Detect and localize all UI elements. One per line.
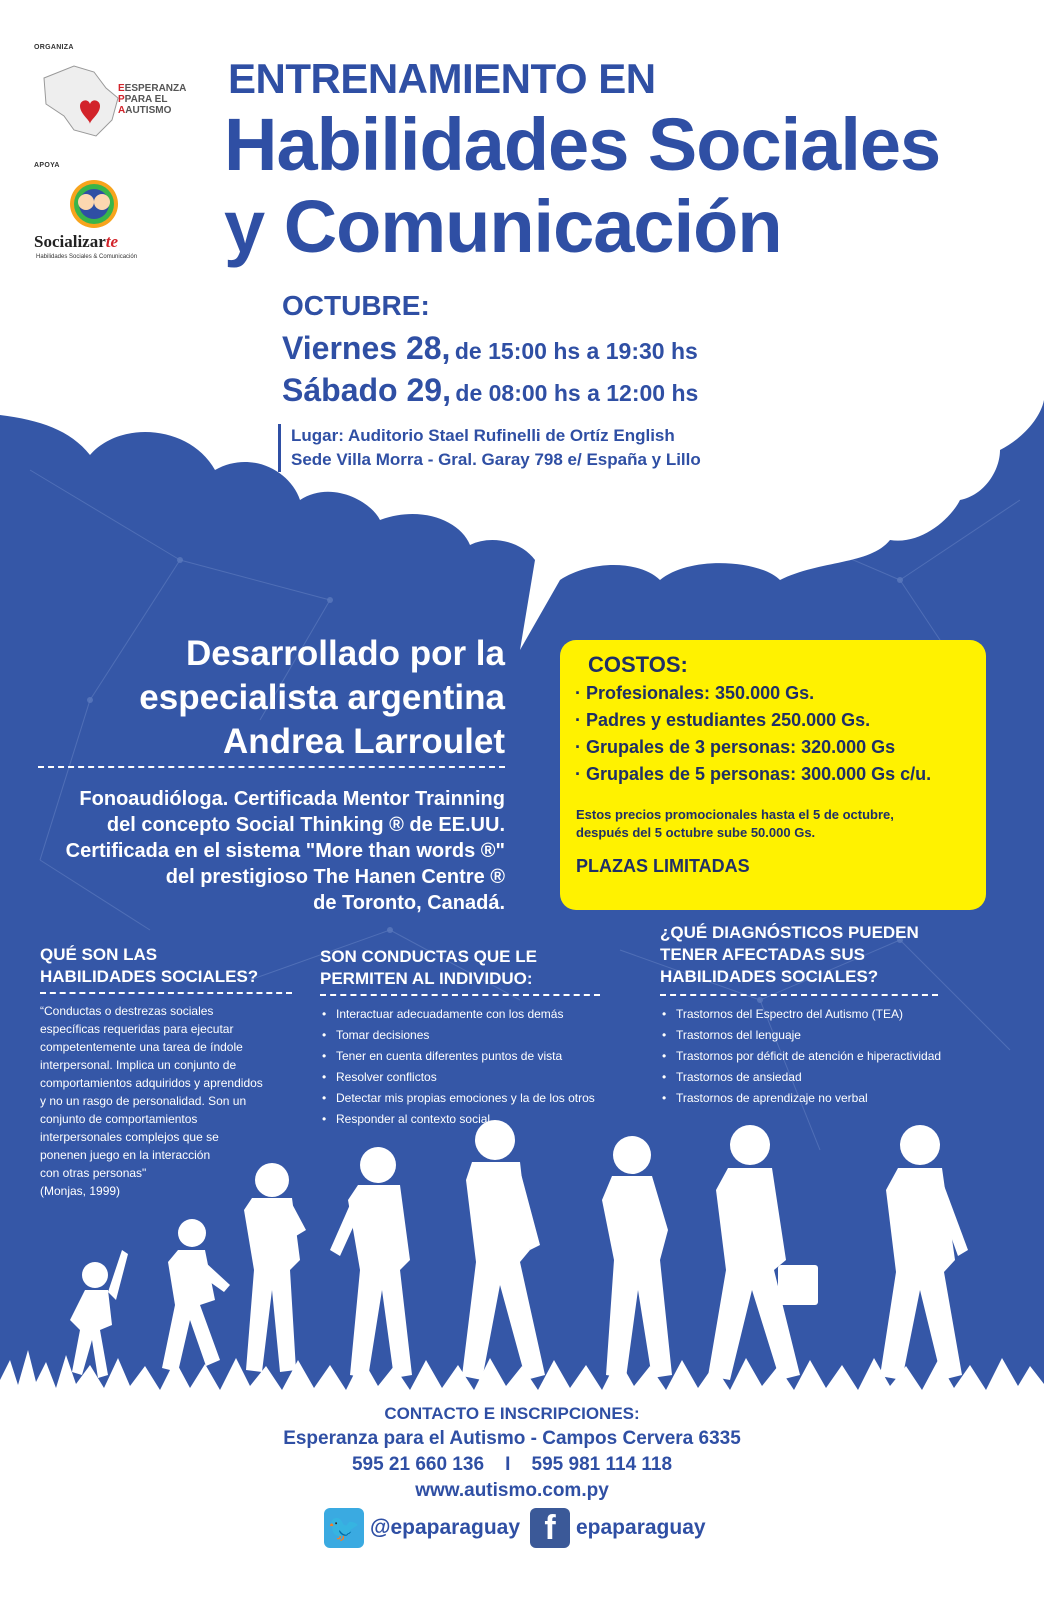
cost-item: · Profesionales: 350.000 Gs. [575, 683, 815, 703]
diagnoses-title-line2: TENER AFECTADAS SUS [660, 945, 865, 964]
list-item: • Trastornos de aprendizaje no verbal [662, 1088, 941, 1109]
developer-line3: Andrea Larroulet [223, 722, 505, 761]
costs-note [576, 806, 894, 842]
what-title [40, 944, 258, 988]
header-line2: Habilidades Sociales [224, 103, 941, 186]
what-body-line: ponenen juego en la interacción [40, 1148, 211, 1162]
diagnoses-list [662, 1004, 941, 1109]
what-body-line: competentemente una tarea de índole [40, 1040, 243, 1054]
bio-line5: de Toronto, Canadá. [313, 892, 505, 914]
developer-line2: especialista argentina [139, 678, 505, 717]
twitter-icon[interactable]: 🐦 [324, 1508, 364, 1548]
what-body-line: conjunto de comportamientos [40, 1112, 198, 1126]
what-body-line: interpersonal. Implica un conjunto de [40, 1058, 237, 1072]
contact-title: CONTACTO E INSCRIPCIONES: [384, 1404, 640, 1423]
socializarte-logo-icon [64, 178, 124, 230]
paraguay-map-icon [34, 58, 124, 140]
epa-line1: ESPERANZA [124, 83, 187, 94]
diagnoses-divider [660, 994, 938, 996]
costs-list [575, 680, 931, 788]
what-title-line2: HABILIDADES SOCIALES? [40, 967, 259, 986]
costs-note-line1: Estos precios promocionales hasta el 5 de octubre, [576, 807, 894, 822]
socializarte-subtitle: Habilidades Sociales & Comunicación [36, 254, 138, 260]
plazas-limitadas: PLAZAS LIMITADAS [576, 856, 750, 876]
conducts-title [320, 946, 537, 990]
contact-phones: 595 21 660 136 I 595 981 114 118 [351, 1454, 673, 1475]
day2-time: de 08:00 hs a 12:00 hs [455, 380, 699, 406]
conducts-list [322, 1004, 595, 1130]
schedule-day1 [282, 330, 698, 367]
list-item: • Trastornos del Espectro del Autismo (TEA) [662, 1004, 941, 1025]
epa-line2: PARA EL [124, 94, 168, 105]
conducts-title-line1: SON CONDUCTAS QUE LE [320, 947, 537, 966]
bio-line1: Fonoaudióloga. Certificada Mentor Trainning [79, 788, 505, 810]
diagnoses-title-line3: HABILIDADES SOCIALES? [660, 967, 879, 986]
costs-title: COSTOS: [588, 652, 688, 677]
header-line3: y Comunicación [224, 185, 782, 268]
what-body-line: y no un rasgo de personalidad. Son un [40, 1094, 247, 1108]
socializarte-name-main: Socializar [34, 232, 106, 251]
list-item: • Interactuar adecuadamente con los demás [322, 1004, 595, 1025]
list-item: • Trastornos de ansiedad [662, 1067, 941, 1088]
day1-label: Viernes 28, [282, 330, 451, 366]
conducts-title-line2: PERMITEN AL INDIVIDUO: [320, 969, 533, 988]
twitter-handle[interactable]: @epaparaguay [370, 1516, 521, 1539]
schedule-month: OCTUBRE: [282, 290, 430, 321]
what-body-line: específicas requeridas para ejecutar [40, 1022, 234, 1036]
epa-logo-text: EESPERANZA PPARA EL AAUTISMO [118, 83, 187, 116]
list-item: • Tener en cuenta diferentes puntos de vista [322, 1046, 595, 1067]
developer-heading [40, 632, 505, 764]
what-body-line: con otras personas" [40, 1166, 147, 1180]
bio-line2: del concepto Social Thinking ® de EE.UU. [106, 814, 505, 836]
facebook-icon[interactable]: f [530, 1508, 570, 1548]
what-divider [40, 992, 292, 994]
contact-org: Esperanza para el Autismo - Campos Cervera 6335 [283, 1428, 741, 1449]
what-body-line: (Monjas, 1999) [40, 1184, 121, 1198]
contact-web-link[interactable]: www.autismo.com.py [415, 1480, 609, 1501]
list-item: • Trastornos del lenguaje [662, 1025, 941, 1046]
diagnoses-title-line1: ¿QUÉ DIAGNÓSTICOS PUEDEN [660, 923, 919, 942]
cost-item: · Grupales de 5 personas: 300.000 Gs c/u. [575, 764, 932, 784]
what-body-line: interpersonales complejos que se [40, 1130, 219, 1144]
bio-line3: Certificada en el sistema "More than words ®" [65, 840, 505, 862]
costs-note-line2: después del 5 octubre sube 50.000 Gs. [576, 825, 816, 840]
organiza-label: ORGANIZA [34, 44, 74, 51]
conducts-divider [320, 994, 600, 996]
epa-line3: AUTISMO [125, 105, 172, 116]
venue-line2: Sede Villa Morra - Gral. Garay 798 e/ España y Lillo [291, 450, 701, 469]
developer-bio [30, 786, 505, 916]
list-item: • Detectar mis propias emociones y la de los otros [322, 1088, 595, 1109]
header-line1: ENTRENAMIENTO EN [228, 55, 656, 102]
socializarte-name [34, 232, 118, 252]
list-item: • Trastornos por déficit de atención e hiperactividad [662, 1046, 941, 1067]
dashed-divider [38, 766, 505, 768]
list-item: • Resolver conflictos [322, 1067, 595, 1088]
cost-item: · Padres y estudiantes 250.000 Gs. [575, 710, 871, 730]
what-title-line1: QUÉ SON LAS [40, 945, 158, 964]
schedule-day2 [282, 372, 698, 409]
what-body-line: “Conductas o destrezas sociales [40, 1004, 214, 1018]
cost-item: · Grupales de 3 personas: 320.000 Gs [575, 737, 896, 757]
day2-label: Sábado 29, [282, 372, 451, 408]
day1-time: de 15:00 hs a 19:30 hs [454, 338, 698, 364]
facebook-handle[interactable]: epaparaguay [576, 1516, 706, 1539]
bio-line4: del prestigioso The Hanen Centre ® [165, 866, 505, 888]
socializarte-name-suffix: te [105, 232, 119, 251]
list-item: • Tomar decisiones [322, 1025, 595, 1046]
diagnoses-title [660, 922, 919, 988]
apoya-label: APOYA [34, 162, 60, 169]
venue-line1: Lugar: Auditorio Stael Rufinelli de Ortíz English [291, 426, 675, 445]
list-item: • Responder al contexto social [322, 1109, 595, 1130]
developer-line1: Desarrollado por la [186, 634, 505, 673]
venue [278, 424, 701, 472]
what-body [40, 1002, 300, 1200]
what-body-line: comportamientos adquiridos y aprendidos [40, 1076, 263, 1090]
